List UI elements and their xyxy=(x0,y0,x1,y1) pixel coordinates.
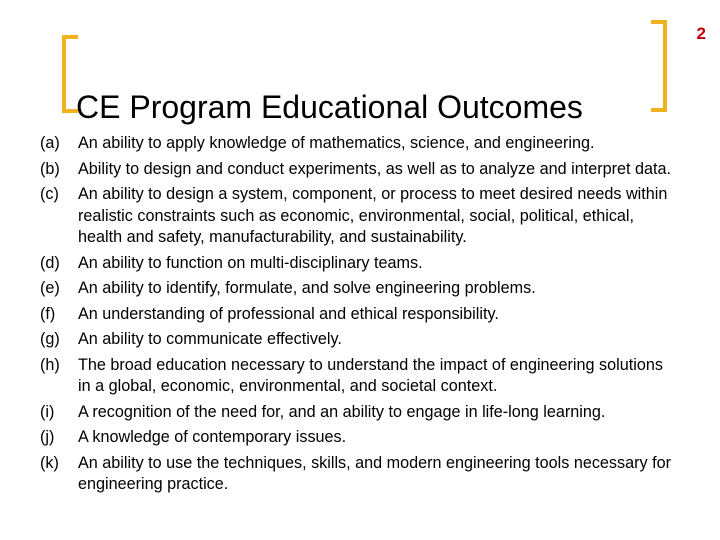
outcome-marker: (a) xyxy=(40,134,60,152)
outcome-h xyxy=(40,355,680,398)
outcome-marker: (d) xyxy=(40,253,60,272)
outcome-text: The broad education necessary to understand the impact of engineering solutions in a global, economic, environmental, and societal context. xyxy=(78,355,663,395)
right-bracket-decoration xyxy=(651,20,667,112)
outcome-j xyxy=(40,427,680,449)
outcome-text: An understanding of professional and ethical responsibility. xyxy=(78,304,499,323)
outcome-text: An ability to use the techniques, skills, and modern engineering tools necessary for engineering practice. xyxy=(78,453,671,493)
outcome-text: A knowledge of contemporary issues. xyxy=(78,428,347,446)
outcome-marker: (h) xyxy=(40,355,60,374)
outcome-marker: (c) xyxy=(40,185,59,203)
outcome-c xyxy=(40,184,680,249)
outcome-marker: (b) xyxy=(40,159,60,178)
outcome-marker: (e) xyxy=(40,279,60,297)
slide-title: CE Program Educational Outcomes xyxy=(76,89,583,126)
outcome-k xyxy=(40,453,680,496)
outcome-text: An ability to apply knowledge of mathematics, science, and engineering. xyxy=(78,134,595,152)
outcome-f xyxy=(40,304,680,326)
outcome-text: An ability to communicate effectively. xyxy=(78,330,342,348)
outcome-marker: (g) xyxy=(40,330,60,348)
outcome-e xyxy=(40,278,680,300)
outcome-text: An ability to identify, formulate, and solve engineering problems. xyxy=(78,279,536,297)
outcome-i xyxy=(40,402,680,424)
outcome-d xyxy=(40,253,680,275)
outcome-text: A recognition of the need for, and an ability to engage in life-long learning. xyxy=(78,402,606,421)
outcome-marker: (f) xyxy=(40,304,56,323)
outcome-marker: (k) xyxy=(40,453,59,472)
outcome-g xyxy=(40,329,680,351)
outcomes-list xyxy=(40,133,680,500)
outcome-marker: (j) xyxy=(40,428,55,446)
outcome-marker: (i) xyxy=(40,402,55,421)
outcome-a xyxy=(40,133,680,155)
slide-number: 2 xyxy=(696,24,706,43)
outcome-text: An ability to function on multi-disciplinary teams. xyxy=(78,253,423,272)
outcome-text: Ability to design and conduct experiments, as well as to analyze and interpret data. xyxy=(78,159,671,178)
outcome-text: An ability to design a system, component, or process to meet desired needs within realistic constraints such as economic, environmental, social, political, ethical, health and safety, manufacturability, and sustainability. xyxy=(78,185,668,246)
outcome-b xyxy=(40,159,680,181)
